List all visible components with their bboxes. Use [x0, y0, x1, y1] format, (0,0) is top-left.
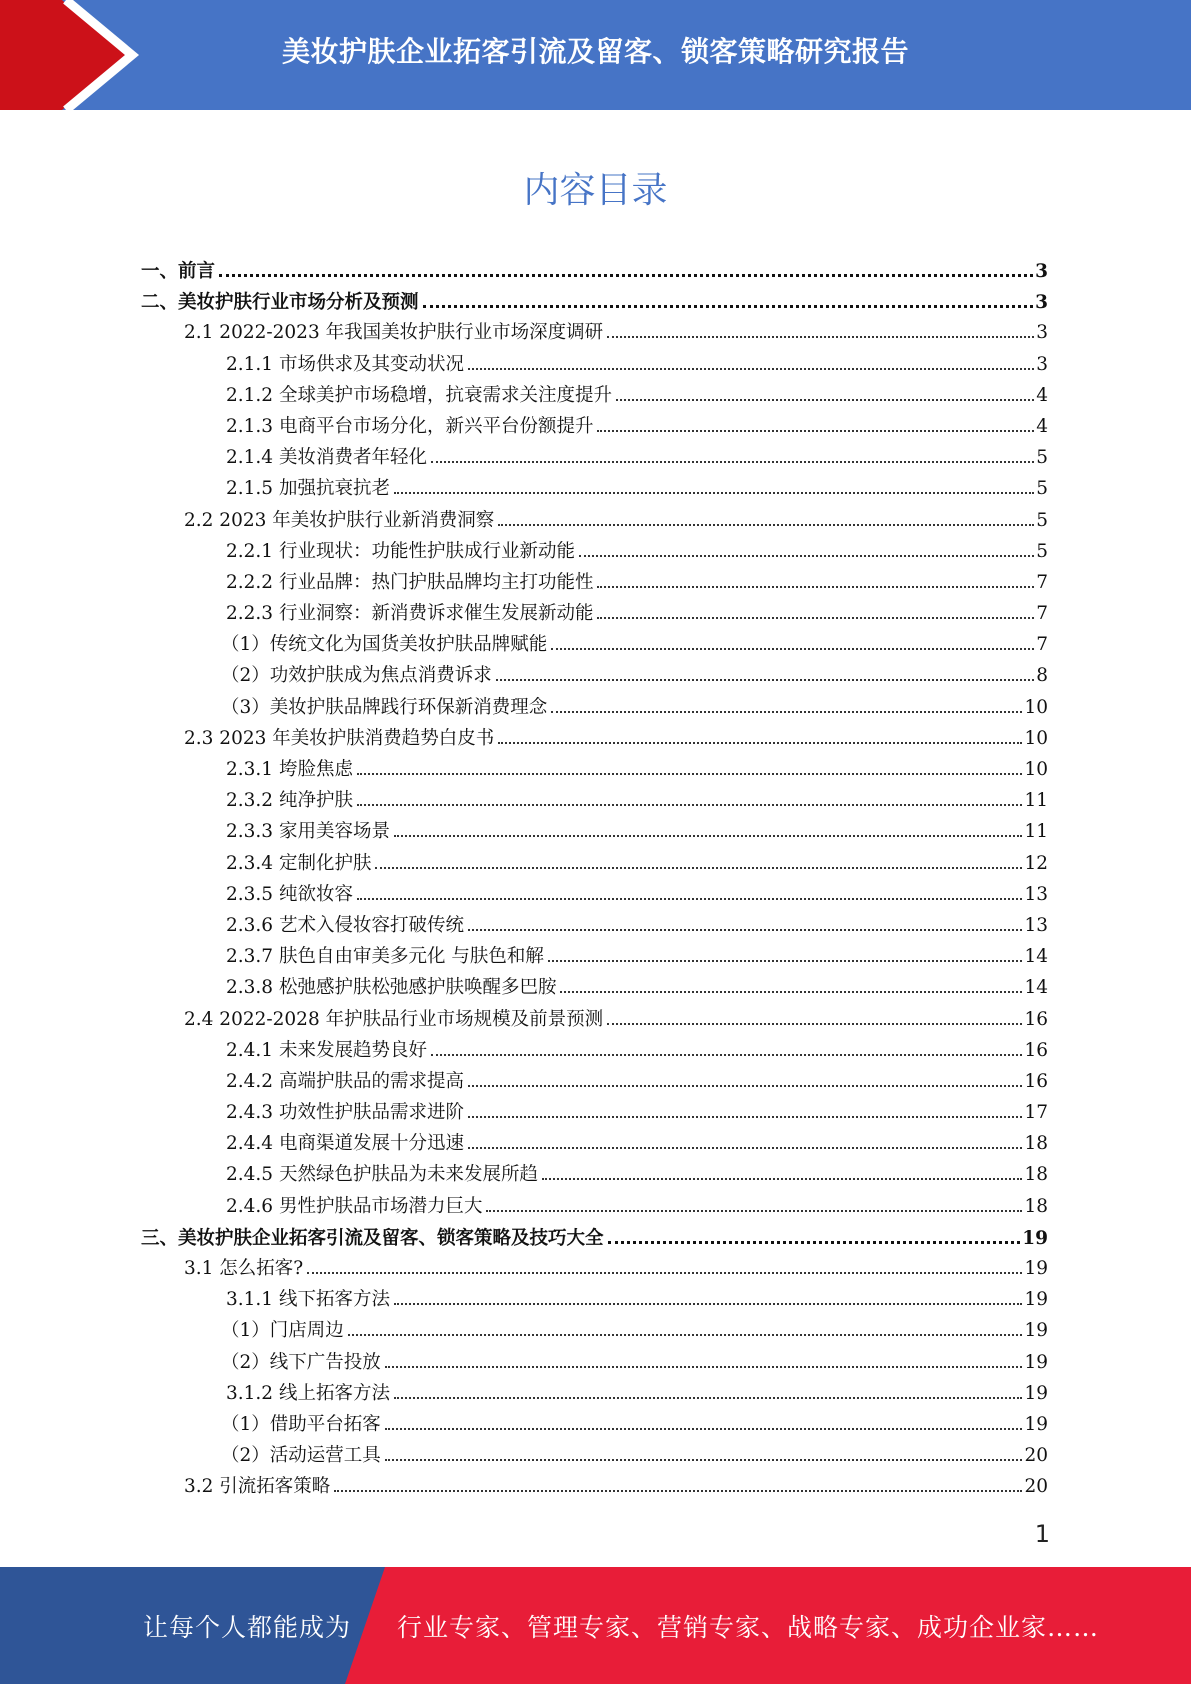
toc-dot-leader	[357, 878, 1023, 900]
toc-entry[interactable]	[141, 1003, 1048, 1034]
toc-entry-page: 18	[1024, 1195, 1048, 1217]
toc-entry-page: 19	[1024, 1351, 1048, 1373]
toc-entry-page: 13	[1024, 914, 1048, 936]
toc-entry-label: （1）传统文化为国货美妆护肤品牌赋能	[221, 634, 548, 656]
toc-entry-label: 2.2.3 行业洞察：新消费诉求催生发展新动能	[226, 603, 594, 625]
toc-entry-page: 12	[1024, 852, 1048, 874]
toc-entry[interactable]	[141, 379, 1048, 410]
toc-entry-page: 5	[1036, 540, 1048, 562]
toc-entry[interactable]	[141, 348, 1048, 379]
toc-dot-leader	[468, 1096, 1022, 1118]
toc-entry-label: 2.2.2 行业品牌：热门护肤品牌均主打功能性	[226, 571, 594, 593]
toc-entry-label: 3.1.2 线上拓客方法	[226, 1382, 390, 1404]
toc-entry[interactable]	[141, 659, 1048, 690]
toc-entry[interactable]	[141, 909, 1048, 940]
toc-dot-leader	[385, 1439, 1023, 1461]
toc-entry[interactable]	[141, 722, 1048, 753]
toc-entry[interactable]	[141, 1408, 1048, 1439]
toc-dot-leader	[468, 909, 1022, 931]
toc-dot-leader	[498, 722, 1022, 744]
toc-entry-page: 10	[1024, 696, 1048, 718]
toc-entry-page: 10	[1024, 727, 1048, 749]
toc-entry-page: 10	[1024, 759, 1048, 780]
toc-entry[interactable]	[141, 753, 1048, 784]
toc-dot-leader	[431, 441, 1034, 463]
toc-dot-leader	[542, 1158, 1022, 1180]
toc-entry[interactable]	[141, 535, 1048, 566]
toc-entry-label: 2.3.3 家用美容场景	[226, 821, 390, 843]
toc-dot-leader	[394, 472, 1034, 494]
toc-dot-leader	[357, 784, 1023, 806]
toc-entry[interactable]	[141, 1283, 1048, 1314]
toc-entry[interactable]	[141, 878, 1048, 909]
toc-entry-page: 11	[1024, 821, 1048, 843]
toc-entry-label: 2.4.4 电商渠道发展十分迅速	[226, 1133, 464, 1155]
toc-entry-page: 19	[1022, 1227, 1048, 1249]
toc-entry[interactable]	[141, 1158, 1048, 1189]
toc-dot-leader	[551, 691, 1022, 713]
toc-entry-label: 2.1.3 电商平台市场分化，新兴平台份额提升	[226, 415, 594, 437]
page-footer	[0, 1567, 1191, 1684]
toc-entry-page: 11	[1024, 790, 1048, 812]
toc-entry-page: 5	[1036, 478, 1048, 500]
toc-dot-leader	[394, 815, 1022, 837]
toc-entry[interactable]	[141, 441, 1048, 472]
page-header	[0, 0, 1191, 110]
toc-entry-label: （1）门店周边	[221, 1320, 344, 1342]
toc-entry[interactable]	[141, 1346, 1048, 1377]
toc-dot-leader	[357, 753, 1023, 775]
toc-heading: 内容目录	[523, 170, 668, 211]
toc-entry-page: 3	[1035, 292, 1048, 314]
footer-expert-list: 行业专家、管理专家、营销专家、战略专家、成功企业家……	[397, 1612, 1100, 1642]
toc-entry-label: 2.1.4 美妆消费者年轻化	[226, 447, 427, 469]
toc-entry[interactable]	[141, 316, 1048, 347]
toc-entry[interactable]	[141, 597, 1048, 628]
toc-entry-label: 3.1 怎么拓客?	[184, 1258, 304, 1279]
toc-entry-page: 7	[1036, 603, 1048, 625]
toc-entry-label: 2.1 2022-2023 年我国美妆护肤行业市场深度调研	[184, 322, 604, 344]
toc-entry-page: 7	[1036, 571, 1048, 593]
toc-entry-page: 20	[1024, 1476, 1048, 1498]
toc-dot-leader	[486, 1190, 1022, 1212]
toc-entry-label: 2.4.3 功效性护肤品需求进阶	[226, 1102, 464, 1124]
toc-entry-page: 3	[1036, 322, 1048, 344]
toc-entry[interactable]	[141, 1377, 1048, 1408]
toc-entry-label: 2.4 2022-2028 年护肤品行业市场规模及前景预测	[184, 1008, 604, 1030]
toc-entry-label: 2.1.5 加强抗衰抗老	[226, 478, 390, 500]
toc-entry-label: 2.3.6 艺术入侵妆容打破传统	[226, 914, 464, 936]
toc-entry[interactable]	[141, 628, 1048, 659]
toc-dot-leader	[560, 971, 1022, 993]
toc-entry[interactable]	[141, 1221, 1048, 1252]
toc-dot-leader	[597, 566, 1034, 588]
toc-dot-leader	[498, 504, 1034, 526]
toc-dot-leader	[548, 940, 1023, 962]
toc-entry-label: 2.3.5 纯欲妆容	[226, 883, 353, 905]
toc-entry-label: 一、前言	[141, 261, 216, 282]
toc-dot-leader	[607, 316, 1034, 338]
toc-entry-page: 5	[1036, 447, 1048, 469]
toc-dot-leader	[375, 847, 1022, 869]
toc-dot-leader	[348, 1314, 1023, 1336]
toc-entry[interactable]	[141, 504, 1048, 535]
toc-entry-page: 19	[1024, 1413, 1048, 1435]
toc-entry[interactable]	[141, 1252, 1048, 1283]
toc-entry[interactable]	[141, 1127, 1048, 1158]
toc-entry[interactable]	[141, 285, 1048, 316]
toc-entry-page: 4	[1036, 415, 1048, 437]
toc-entry-page: 19	[1024, 1320, 1048, 1342]
toc-dot-leader	[468, 1127, 1022, 1149]
toc-dot-leader	[496, 659, 1034, 681]
toc-dot-leader	[431, 1034, 1022, 1056]
toc-entry-label: （3）美妆护肤品牌践行环保新消费理念	[221, 696, 548, 718]
toc-dot-leader	[219, 254, 1033, 277]
toc-entry-page: 17	[1024, 1102, 1048, 1124]
toc-entry-label: （2）线下广告投放	[221, 1351, 381, 1373]
toc-dot-leader	[423, 285, 1034, 308]
toc-entry[interactable]	[141, 472, 1048, 503]
toc-dot-leader	[607, 1003, 1022, 1025]
toc-entry-page: 7	[1036, 634, 1048, 656]
toc-entry-page: 3	[1035, 261, 1048, 282]
toc-entry-label: 2.1.2 全球美护市场稳增，抗衰需求关注度提升	[226, 384, 612, 406]
toc-dot-leader	[394, 1377, 1022, 1399]
toc-entry-label: （1）借助平台拓客	[221, 1413, 381, 1435]
toc-entry-page: 13	[1024, 883, 1048, 905]
toc-dot-leader	[307, 1252, 1022, 1274]
toc-entry[interactable]	[141, 784, 1048, 815]
toc-entry-label: 2.3.2 纯净护肤	[226, 790, 353, 812]
toc-entry-label: 2.4.2 高端护肤品的需求提高	[226, 1070, 464, 1092]
toc-entry[interactable]	[141, 1096, 1048, 1127]
toc-entry[interactable]	[141, 254, 1048, 285]
toc-entry[interactable]	[141, 691, 1048, 722]
toc-dot-leader	[385, 1408, 1023, 1430]
toc-entry-label: 2.1.1 市场供求及其变动状况	[226, 353, 464, 375]
toc-entry-label: 2.3.8 松弛感护肤松弛感护肤唤醒多巴胺	[226, 977, 557, 999]
toc-entry-label: 三、美妆护肤企业拓客引流及留客、锁客策略及技巧大全	[141, 1227, 604, 1249]
toc-entry-page: 18	[1024, 1164, 1048, 1186]
toc-entry-label: 2.4.1 未来发展趋势良好	[226, 1039, 427, 1061]
toc-entry-page: 8	[1036, 665, 1048, 687]
toc-dot-leader	[597, 597, 1034, 619]
toc-dot-leader	[468, 348, 1034, 370]
page-number: 1	[1034, 1520, 1050, 1548]
toc-dot-leader	[551, 628, 1034, 650]
toc-entry[interactable]	[141, 1190, 1048, 1221]
toc-dot-leader	[597, 410, 1034, 432]
toc-entry-page: 14	[1024, 946, 1048, 968]
toc-entry-label: 二、美妆护肤行业市场分析及预测	[141, 292, 419, 314]
toc-entry-label: 2.2 2023 年美妆护肤行业新消费洞察	[184, 509, 495, 531]
toc-entry[interactable]	[141, 1065, 1048, 1096]
toc-entry[interactable]	[141, 410, 1048, 441]
toc-entry[interactable]	[141, 815, 1048, 846]
toc-entry-page: 19	[1024, 1382, 1048, 1404]
toc-dot-leader	[468, 1065, 1022, 1087]
toc-entry-page: 18	[1024, 1133, 1048, 1155]
footer-slogan: 让每个人都能成为	[143, 1612, 352, 1642]
header-title: 美妆护肤企业拓客引流及留客、锁客策略研究报告	[281, 35, 909, 68]
toc-entry[interactable]	[141, 1034, 1048, 1065]
toc-entry-label: 2.3.1 垮脸焦虑	[226, 759, 353, 780]
toc-dot-leader	[616, 379, 1034, 401]
toc-entry-label: 2.3.4 定制化护肤	[226, 852, 372, 874]
toc-entry-label: 2.3.7 肤色自由审美多元化 与肤色和解	[226, 946, 544, 968]
toc-entry-page: 16	[1024, 1070, 1048, 1092]
toc-dot-leader	[394, 1283, 1022, 1305]
toc-entry[interactable]	[141, 971, 1048, 1002]
toc-entry[interactable]	[141, 1470, 1048, 1501]
toc-entry[interactable]	[141, 847, 1048, 878]
toc-entry-label: 2.2.1 行业现状：功能性护肤成行业新动能	[226, 540, 575, 562]
toc-entry-page: 5	[1036, 509, 1048, 531]
toc-entry-page: 19	[1024, 1289, 1048, 1311]
toc-entry-page: 16	[1024, 1039, 1048, 1061]
toc-entry-label: 3.2 引流拓客策略	[184, 1476, 331, 1498]
toc-entry-label: （2）活动运营工具	[221, 1445, 381, 1467]
toc-dot-leader	[579, 535, 1034, 557]
toc-entry[interactable]	[141, 566, 1048, 597]
toc-entry[interactable]	[141, 940, 1048, 971]
toc-entry[interactable]	[141, 1439, 1048, 1470]
toc-dot-leader	[334, 1470, 1022, 1492]
toc-entry-label: 3.1.1 线下拓客方法	[226, 1289, 390, 1311]
toc-entry-label: （2）功效护肤成为焦点消费诉求	[221, 665, 492, 687]
toc-entry-label: 2.3 2023 年美妆护肤消费趋势白皮书	[184, 727, 495, 749]
toc-entry-page: 19	[1024, 1258, 1048, 1279]
toc-dot-leader	[608, 1221, 1021, 1244]
toc-entry-label: 2.4.5 天然绿色护肤品为未来发展所趋	[226, 1164, 538, 1186]
toc-entry-page: 4	[1036, 384, 1048, 406]
table-of-contents	[141, 254, 1048, 1502]
toc-entry-label: 2.4.6 男性护肤品市场潜力巨大	[226, 1195, 483, 1217]
toc-entry[interactable]	[141, 1314, 1048, 1345]
toc-entry-page: 14	[1024, 977, 1048, 999]
toc-entry-page: 16	[1024, 1008, 1048, 1030]
toc-entry-page: 3	[1036, 353, 1048, 375]
toc-entry-page: 20	[1024, 1445, 1048, 1467]
toc-dot-leader	[385, 1346, 1023, 1368]
